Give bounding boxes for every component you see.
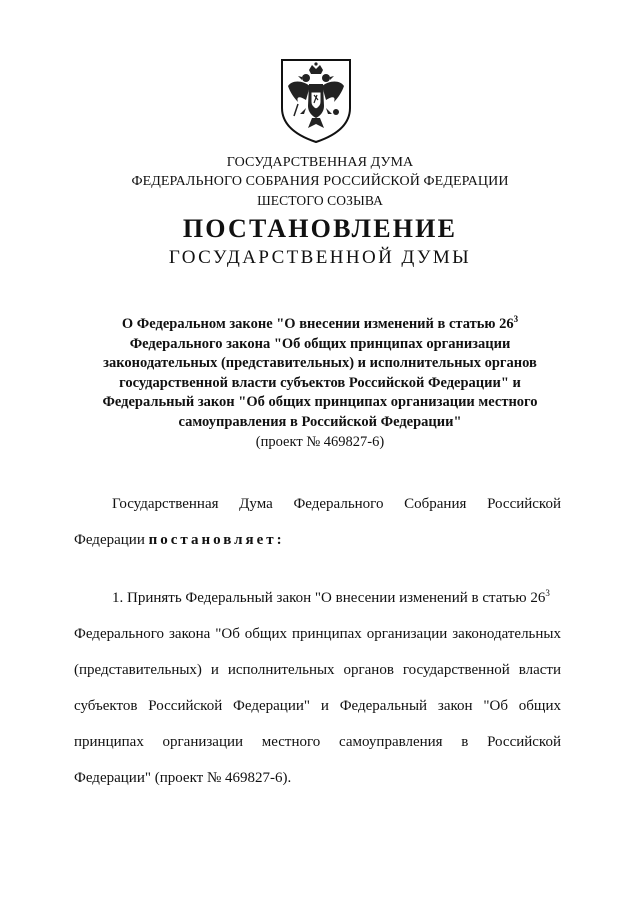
- subject-block: [80, 315, 560, 452]
- item-1-line-4: субъектов Российской Федерации" и Федеральный закон "Об общих: [74, 698, 561, 714]
- item-1-line-6: Федерации" (проект № 469827-6).: [74, 770, 292, 786]
- document-title: ПОСТАНОВЛЕНИЕ: [182, 214, 458, 243]
- item-1-line-5: принципах организации местного самоуправления в Российской: [74, 734, 561, 750]
- subject-line-4: государственной власти субъектов Российской Федерации" и: [119, 374, 521, 391]
- decree-word: постановляет:: [148, 532, 285, 548]
- subject-line-3: законодательных (представительных) и исполнительных органов: [103, 355, 537, 372]
- issuer-line-3: ШЕСТОГО СОЗЫВА: [257, 193, 383, 208]
- item-1-line-2: Федерального закона "Об общих принципах организации законодательных: [74, 626, 561, 642]
- item-1-paragraph: [74, 589, 561, 787]
- preamble-line-1: Государственная Дума Федерального Собрания Российской: [112, 496, 561, 512]
- subject-line-1-text: О Федеральном законе "О внесении изменений в статью 26: [121, 316, 514, 332]
- preamble-paragraph: [74, 495, 561, 549]
- subject-line-1: [80, 315, 560, 335]
- coat-of-arms-emblem: [276, 56, 356, 144]
- item-1-line-1-sup: 3: [545, 588, 550, 598]
- document-subtitle: ГОСУДАРСТВЕННОЙ ДУМЫ: [168, 247, 472, 268]
- issuer-line-1: ГОСУДАРСТВЕННАЯ ДУМА: [226, 155, 414, 170]
- issuer-line-2: ФЕДЕРАЛЬНОГО СОБРАНИЯ РОССИЙСКОЙ ФЕДЕРАЦИИ: [131, 174, 509, 189]
- subject-line-2: Федерального закона "Об общих принципах организации: [129, 335, 511, 352]
- subject-line-1-sup: 3: [513, 314, 519, 325]
- preamble-line-2: [74, 531, 561, 549]
- item-1-line-1-text: 1. Принять Федеральный закон "О внесении изменений в статью 26: [112, 590, 546, 606]
- project-number: (проект № 469827-6): [255, 433, 385, 450]
- subject-line-6: самоуправления в Российской Федерации": [178, 413, 462, 430]
- subject-line-5: Федеральный закон "Об общих принципах организации местного: [102, 394, 538, 411]
- item-1-line-1: [74, 589, 561, 607]
- issuer-header: [0, 153, 640, 210]
- preamble-line-2-text: Федерации: [74, 532, 149, 548]
- item-1-line-3: (представительных) и исполнительных органов государственной власти: [74, 662, 561, 678]
